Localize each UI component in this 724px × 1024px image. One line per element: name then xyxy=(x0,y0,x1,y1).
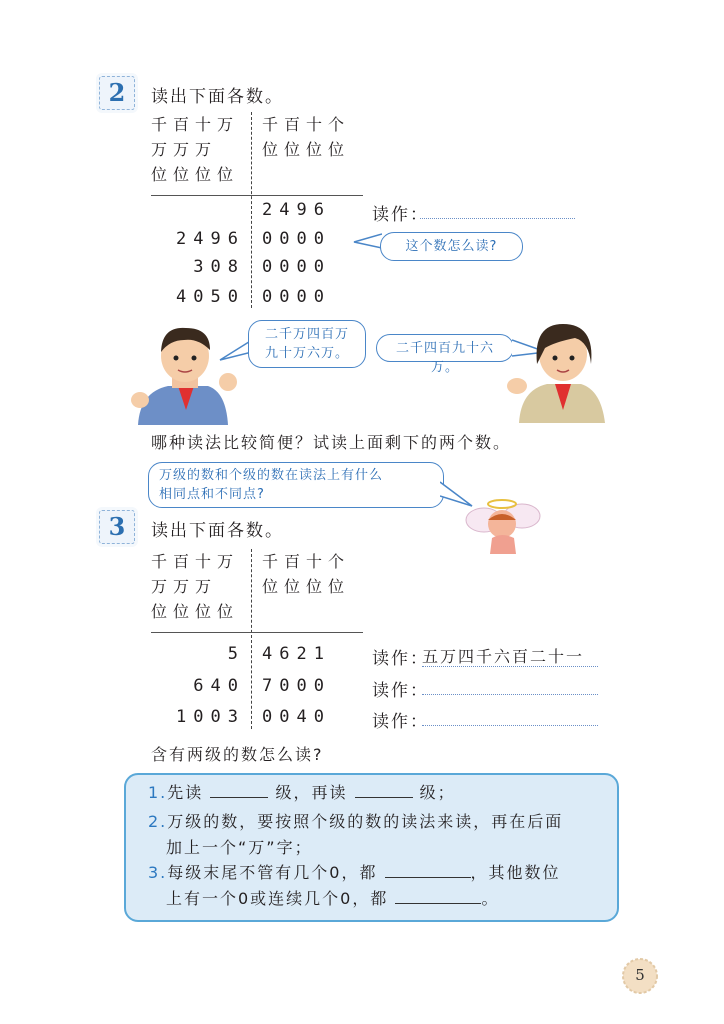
page-number: 5 xyxy=(635,966,645,984)
exercise-3-title: 读出下面各数。 xyxy=(151,521,284,541)
speech-bubble-how-to-read: 这个数怎么读? xyxy=(380,232,523,261)
ex3-header-rule xyxy=(151,632,363,633)
ex3-question: 含有两级的数怎么读? xyxy=(151,745,324,764)
ex2-answer-line[interactable] xyxy=(420,200,575,219)
summary-item-2: 2.万级的数，要按照个级的数的读法来读，再在后面 加上一个“万”字； xyxy=(148,812,564,857)
boy-illustration-icon xyxy=(128,320,238,425)
ex3-row1-right: 4621 xyxy=(262,644,331,664)
girl-illustration-icon xyxy=(505,318,610,423)
ex2-row1-right: 2496 xyxy=(262,200,331,220)
ex3-row2-right: 7000 xyxy=(262,676,331,696)
ex2-row4-right: 0000 xyxy=(262,287,331,307)
boy-speech-bubble: 二千万四百万 九十万六万。 xyxy=(248,320,366,368)
ex2-row3-right: 0000 xyxy=(262,257,331,277)
summary-box xyxy=(124,773,619,922)
ex2-header-right: 千百十个 位位位位 xyxy=(262,115,351,159)
angel-speech-bubble: 万级的数和个级的数在读法上有什么 相同点和不同点? xyxy=(148,462,444,508)
summary-item-1: 1.先读 级，再读 级； xyxy=(148,783,456,802)
ex3-row3-right: 0040 xyxy=(262,707,331,727)
ex2-header-rule xyxy=(151,195,363,196)
ex3-row3-answer-line[interactable] xyxy=(422,707,598,726)
angel-illustration-icon xyxy=(462,492,542,562)
ex2-row3-left: 308 xyxy=(193,257,245,277)
blank-4[interactable] xyxy=(395,887,481,904)
blank-2[interactable] xyxy=(355,781,413,798)
exercise-3-badge: 3 xyxy=(99,510,135,544)
blank-1[interactable] xyxy=(210,781,268,798)
exercise-2-badge: 2 xyxy=(99,76,135,110)
ex3-header-right: 千百十个 位位位位 xyxy=(262,552,351,596)
ex3-row2-read-label: 读作： xyxy=(372,681,429,701)
blank-3[interactable] xyxy=(385,861,471,878)
exercise-2-title: 读出下面各数。 xyxy=(151,87,284,107)
boy-bubble-tail-icon xyxy=(218,338,252,362)
ex2-row2-left: 2496 xyxy=(176,229,245,249)
bubble-tail-icon xyxy=(352,232,382,252)
ex3-row2-answer-line[interactable] xyxy=(422,676,598,695)
ex2-question: 哪种读法比较简便？试读上面剩下的两个数。 xyxy=(151,433,512,452)
ex2-row2-right: 0000 xyxy=(262,229,331,249)
ex2-header-left: 千百十万 万万万 位位位位 xyxy=(151,115,240,184)
ex3-row3-read-label: 读作： xyxy=(372,712,429,732)
ex3-row1-read-label: 读作： xyxy=(372,649,429,669)
ex2-row4-left: 4050 xyxy=(176,287,245,307)
ex3-level-divider xyxy=(251,549,252,729)
girl-speech-bubble: 二千四百九十六万。 xyxy=(376,334,514,362)
ex3-row2-left: 640 xyxy=(193,676,245,696)
ex3-row1-left: 5 xyxy=(227,644,245,664)
ex3-header-left: 千百十万 万万万 位位位位 xyxy=(151,552,240,621)
ex2-read-label: 读作： xyxy=(372,205,429,225)
ex3-row1-answer: 五万四千六百二十一 xyxy=(422,644,598,667)
summary-item-3: 3.每级末尾不管有几个0，都 ，其他数位 上有一个0或连续几个0，都 。 xyxy=(148,863,561,908)
ex2-level-divider xyxy=(251,112,252,308)
ex3-row3-left: 1003 xyxy=(176,707,245,727)
